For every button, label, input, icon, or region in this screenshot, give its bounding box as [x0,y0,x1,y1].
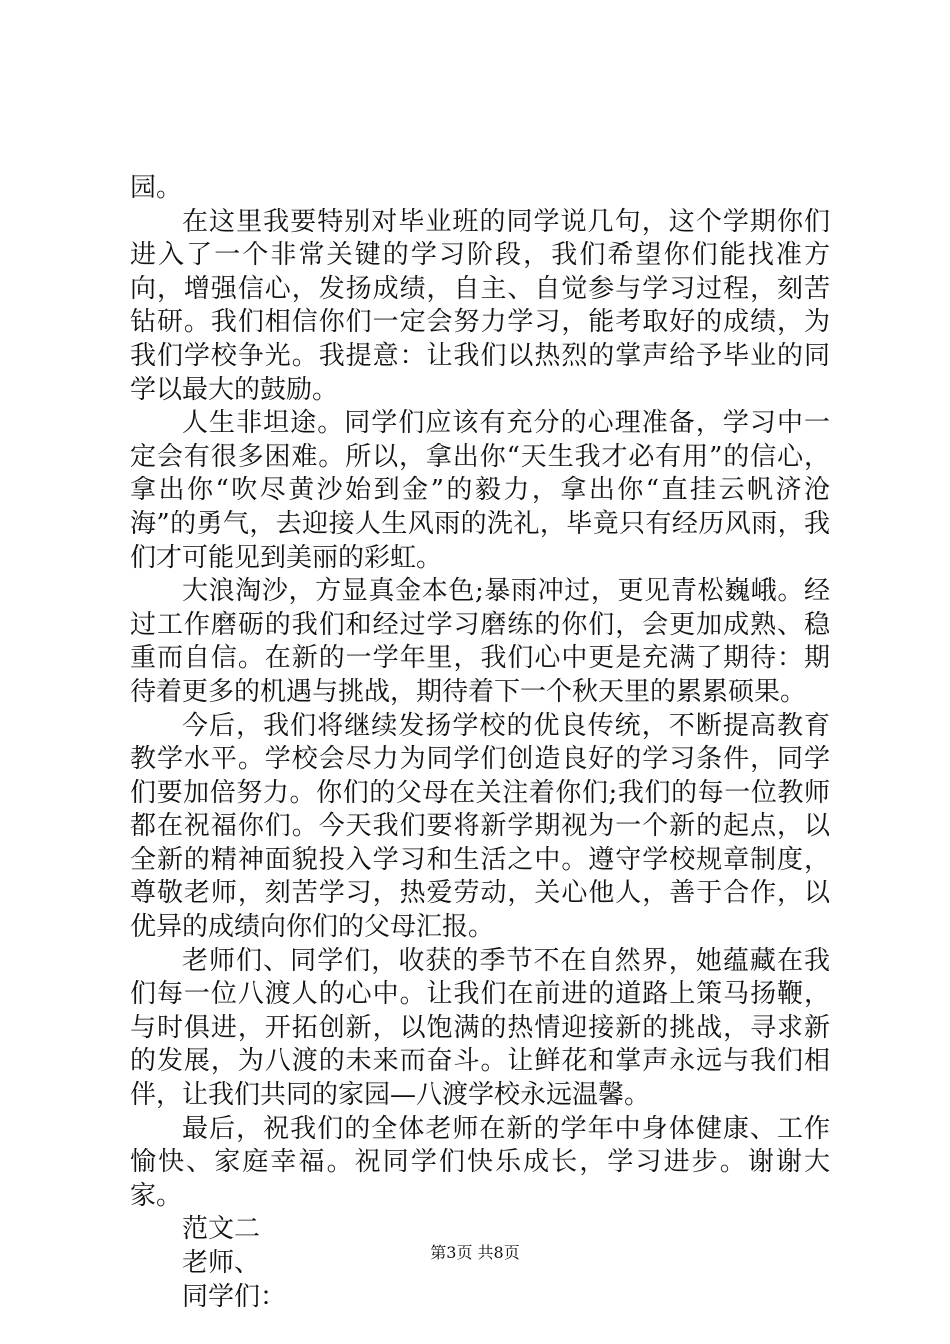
paragraph-waves: 大浪淘沙，方显真金本色;暴雨冲过，更见青松巍峨。经过工作磨砺的我们和经过学习磨练的你们，会更加成熟、稳重而自信。在新的一学年里，我们心中更是充满了期待：期待着更多的机遇与挑战，期待着下一个秋天里的累累硕果。 [130,576,830,707]
document-body [130,172,830,1314]
sample-heading: 范文二 [182,1214,261,1245]
paragraph-graduates: 在这里我要特别对毕业班的同学说几句，这个学期你们进入了一个非常关键的学习阶段，我们希望你们能找准方向，增强信心，发扬成绩，自主、自觉参与学习过程，刻苦钻研。我们相信你们一定会努力学习，能考取好的成绩，为我们学校争光。我提意：让我们以热烈的掌声给予毕业的同学以最大的鼓励。 [130,206,830,405]
salutation-teachers: 老师、 [182,1248,261,1278]
page-footer [0,1243,950,1263]
paragraph-continuation: 园。 [130,173,183,203]
salutation-students: 同学们： [182,1281,287,1312]
paragraph-future: 今后，我们将继续发扬学校的优良传统，不断提高教育教学水平。学校会尽力为同学们创造良好的学习条件，同学们要加倍努力。你们的父母在关注着你们;我们的每一位教师都在祝福你们。今天我们要将新学期视为一个新的起点，以全新的精神面貌投入学习和生活之中。遵守学校规章制度，尊敬老师，刻苦学习，热爱劳动，关心他人，善于合作，以优异的成绩向你们的父母汇报。 [130,710,830,943]
paragraph-life-path: 人生非坦途。同学们应该有充分的心理准备，学习中一定会有很多困难。所以，拿出你“天生我才必有用”的信心，拿出你“吹尽黄沙始到金”的毅力，拿出你“直挂云帆济沧海”的勇气，去迎接人生风雨的洗礼，毕竟只有经历风雨，我们才可能见到美丽的彩虹。 [130,408,830,573]
paragraph-harvest: 老师们、同学们，收获的季节不在自然界，她蕴藏在我们每一位八渡人的心中。让我们在前进的道路上策马扬鞭，与时俱进，开拓创新，以饱满的热情迎接新的挑战，寻求新的发展，为八渡的未来而奋斗。让鲜花和掌声永远与我们相伴，让我们共同的家园—八渡学校永远温馨。 [130,945,830,1111]
paragraph-closing: 最后，祝我们的全体老师在新的学年中身体健康、工作愉快、家庭幸福。祝同学们快乐成长，学习进步。谢谢大家。 [130,1113,830,1211]
page-number-label: 第3页 共8页 [430,1243,520,1262]
